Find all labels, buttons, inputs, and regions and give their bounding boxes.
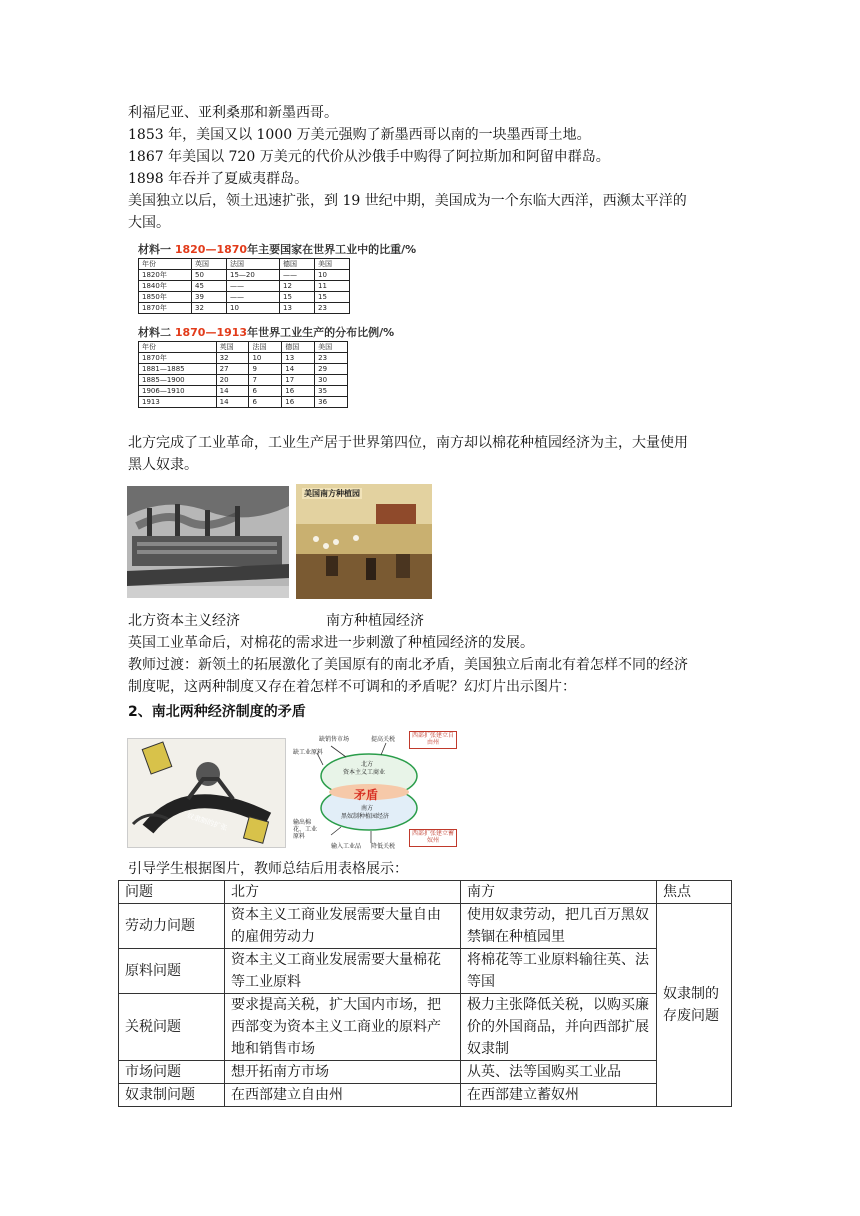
diagram-bottom-1: 输入工业品	[331, 843, 362, 850]
cell: 36	[315, 397, 348, 408]
issue-cell: 劳动力问题	[119, 904, 225, 949]
factory-image	[127, 486, 289, 598]
cell: 29	[315, 364, 348, 375]
cell: 23	[315, 303, 350, 314]
plantation-image	[296, 484, 432, 599]
north-cell: 资本主义工商业发展需要大量自由的雇佣劳动力	[225, 904, 461, 949]
cell: 15—20	[227, 270, 280, 281]
para2-line-3: 制度呢，这两种制度又存在着怎样不可调和的矛盾呢？幻灯片出示图片：	[128, 679, 576, 695]
table-header-row	[139, 259, 350, 270]
diagram-center: 矛盾	[354, 788, 379, 802]
header-cell: 美国	[315, 342, 348, 353]
cell: 1870年	[139, 353, 217, 364]
material-2	[138, 325, 404, 408]
para-north-south-1: 北方完成了工业革命，工业生产居于世界第四位，南方却以棉花种植园经济为主，大量使用	[128, 435, 688, 451]
cell: 1870年	[139, 303, 192, 314]
table-row	[139, 397, 348, 408]
table-row	[119, 1061, 732, 1084]
cell: 10	[315, 270, 350, 281]
header-cell: 年份	[139, 259, 192, 270]
cell: 1820年	[139, 270, 192, 281]
cell: 32	[216, 353, 249, 364]
cell: 35	[315, 386, 348, 397]
cell: 10	[227, 303, 280, 314]
cell: 12	[280, 281, 315, 292]
material-2-table	[138, 341, 348, 408]
intro-line-5b: 大国。	[128, 215, 170, 231]
cell: 17	[282, 375, 315, 386]
diagram-box-bottom: 西部扩张建立蓄奴州	[409, 829, 457, 847]
cell: 10	[249, 353, 282, 364]
caption-north: 北方资本主义经济	[128, 613, 240, 629]
material-1	[138, 242, 417, 314]
header-cell: 法国	[227, 259, 280, 270]
cell: 1881—1885	[139, 364, 217, 375]
focus-cell: 奴隶制的存废问题	[657, 904, 732, 1107]
north-cell: 资本主义工商业发展需要大量棉花等工业原料	[225, 949, 461, 994]
table-row	[139, 353, 348, 364]
header-cell: 英国	[192, 259, 227, 270]
cell: 39	[192, 292, 227, 303]
diagram-bottom-2: 降低关税	[371, 843, 396, 850]
cell: ——	[227, 281, 280, 292]
header-cell: 英国	[216, 342, 249, 353]
diagram-box-top: 西部扩张建立自由州	[409, 731, 457, 749]
header-cell: 美国	[315, 259, 350, 270]
header-north: 北方	[225, 881, 461, 904]
intro-line-2: 1853 年，美国又以 1000 万美元强购了新墨西哥以南的一块墨西哥土地。	[128, 127, 591, 143]
diagram-north-1: 北方	[361, 761, 374, 768]
contradiction-diagram	[291, 731, 461, 853]
cell: 15	[280, 292, 315, 303]
south-cell: 将棉花等工业原料输往英、法等国	[461, 949, 657, 994]
issue-cell: 原料问题	[119, 949, 225, 994]
table-header-row	[139, 342, 348, 353]
south-cell: 极力主张降低关税，以购买廉价的外国商品，并向西部扩展奴隶制	[461, 994, 657, 1061]
para-north-south-2: 黑人奴隶。	[128, 457, 198, 473]
south-cell: 从英、法等国购买工业品	[461, 1061, 657, 1084]
table-row	[139, 281, 350, 292]
para2-line-1: 英国工业革命后，对棉花的需求进一步刺激了种植园经济的发展。	[128, 635, 534, 651]
table-row	[139, 375, 348, 386]
cell: 14	[216, 386, 249, 397]
cell: 30	[315, 375, 348, 386]
cell: 45	[192, 281, 227, 292]
cell: 1850年	[139, 292, 192, 303]
material-1-title	[138, 242, 417, 258]
header-cell: 法国	[249, 342, 282, 353]
cell: 13	[282, 353, 315, 364]
issue-cell: 奴隶制问题	[119, 1084, 225, 1107]
comparison-table	[118, 880, 732, 1107]
cell: 7	[249, 375, 282, 386]
cell: 6	[249, 386, 282, 397]
cell: 6	[249, 397, 282, 408]
material-2-prefix: 材料二	[138, 326, 175, 339]
intro-line-4: 1898 年吞并了夏威夷群岛。	[128, 171, 309, 187]
cell: 15	[315, 292, 350, 303]
cell: 50	[192, 270, 227, 281]
material-1-prefix: 材料一	[138, 243, 175, 256]
cell: 27	[216, 364, 249, 375]
cell: ——	[280, 270, 315, 281]
diagram-left-1: 缺工业原料	[293, 749, 324, 756]
cell: 13	[280, 303, 315, 314]
header-focus: 焦点	[657, 881, 732, 904]
cell: 9	[249, 364, 282, 375]
table-row	[139, 303, 350, 314]
para2-line-2: 教师过渡：新领土的拓展激化了美国原有的南北矛盾，美国独立后南北有着怎样不同的经济	[128, 657, 688, 673]
table-row	[139, 270, 350, 281]
plantation-illustration	[296, 484, 432, 599]
material-1-years: 1820—1870	[174, 243, 248, 256]
cell: 1906—1910	[139, 386, 217, 397]
south-cell: 使用奴隶劳动，把几百万黑奴禁锢在种植园里	[461, 904, 657, 949]
section-heading: 2、南北两种经济制度的矛盾	[128, 704, 306, 720]
header-south: 南方	[461, 881, 657, 904]
material-1-table	[138, 258, 350, 314]
intro-line-1: 利福尼亚、亚利桑那和新墨西哥。	[128, 105, 338, 121]
header-cell: 年份	[139, 342, 217, 353]
cell: 14	[216, 397, 249, 408]
cell: 1913	[139, 397, 217, 408]
cell: 1885—1900	[139, 375, 217, 386]
cell: 23	[315, 353, 348, 364]
cartoon-label: 奴隶制的扩张	[185, 811, 229, 833]
header-cell: 德国	[280, 259, 315, 270]
intro-line-3: 1867 年美国以 720 万美元的代价从沙俄手中购得了阿拉斯加和阿留申群岛。	[128, 149, 610, 165]
north-cell: 在西部建立自由州	[225, 1084, 461, 1107]
cell: 16	[282, 386, 315, 397]
issue-cell: 市场问题	[119, 1061, 225, 1084]
diagram-south-1: 南方	[361, 805, 374, 812]
issue-cell: 关税问题	[119, 994, 225, 1061]
plantation-label: 美国南方种植园	[304, 489, 360, 498]
cartoon-illustration	[128, 739, 285, 847]
intro-line-5a: 美国独立以后，领土迅速扩张，到 19 世纪中期，美国成为一个东临大西洋，西濒太平洋的	[128, 193, 687, 209]
table-header-row	[119, 881, 732, 904]
table-row	[139, 364, 348, 375]
material-1-suffix: 年主要国家在世界工业中的比重/%	[247, 243, 417, 256]
guide-text: 引导学生根据图片，教师总结后用表格展示：	[128, 861, 408, 877]
table-row	[119, 994, 732, 1061]
cell: 14	[282, 364, 315, 375]
diagram-south-2: 黑奴制种植园经济	[341, 813, 390, 820]
cell: 11	[315, 281, 350, 292]
header-cell: 德国	[282, 342, 315, 353]
north-cell: 想开拓南方市场	[225, 1061, 461, 1084]
diagram-top-1: 缺销售市场	[319, 736, 350, 743]
diagram-left-2: 输出棉花、工业原料	[293, 819, 318, 840]
diagram-north-2: 资本主义工商业	[343, 769, 386, 776]
cell: ——	[227, 292, 280, 303]
material-2-title	[138, 325, 404, 341]
diagram-top-2: 提高关税	[371, 736, 396, 743]
header-issue: 问题	[119, 881, 225, 904]
caption-south: 南方种植园经济	[326, 613, 424, 629]
table-row	[139, 292, 350, 303]
cell: 32	[192, 303, 227, 314]
table-row	[119, 904, 732, 949]
south-cell: 在西部建立蓄奴州	[461, 1084, 657, 1107]
slavery-cartoon	[127, 738, 286, 848]
cell: 16	[282, 397, 315, 408]
table-row	[119, 1084, 732, 1107]
north-cell: 要求提高关税，扩大国内市场，把西部变为资本主义工商业的原料产地和销售市场	[225, 994, 461, 1061]
cell: 1840年	[139, 281, 192, 292]
cell: 20	[216, 375, 249, 386]
material-2-years: 1870—1913	[174, 326, 248, 339]
factory-illustration	[127, 486, 289, 598]
table-row	[139, 386, 348, 397]
table-row	[119, 949, 732, 994]
material-2-suffix: 年世界工业生产的分布比例/%	[247, 326, 395, 339]
